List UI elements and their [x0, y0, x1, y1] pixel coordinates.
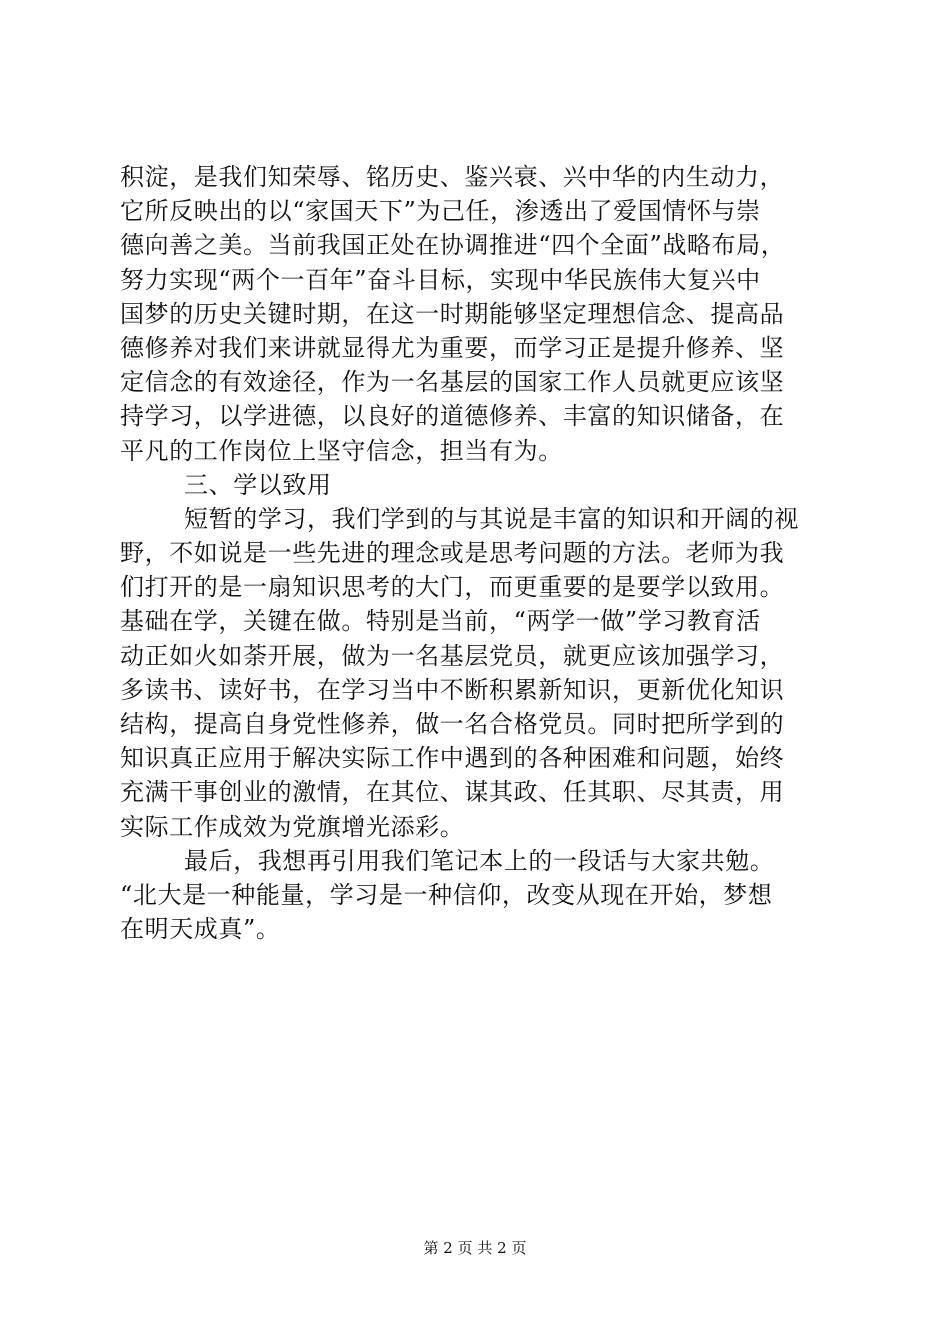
text-line: 持学习，以学进德，以良好的道德修养、丰富的知识储备，在 — [120, 402, 785, 431]
text-line: 平凡的工作岗位上坚守信念，担当有为。 — [120, 436, 563, 465]
text-line: 基础在学，关键在做。特别是当前，“两学一做”学习教育活 — [120, 607, 761, 636]
text-line: 努力实现“两个一百年”奋斗目标，实现中华民族伟大复兴中 — [120, 265, 761, 294]
text-line: “北大是一种能量，学习是一种信仰，改变从现在开始，梦想 — [120, 880, 773, 909]
text-line: 积淀，是我们知荣辱、铭历史、鉴兴衰、兴中华的内生动力， — [120, 163, 785, 191]
text-line: 野，不如说是一些先进的理念或是思考问题的方法。老师为我 — [120, 539, 785, 568]
document-body — [120, 160, 840, 946]
text-line: 国梦的历史关键时期，在这一时期能够坚定理想信念、提高品 — [120, 299, 785, 328]
text-line: 短暂的学习，我们学到的与其说是丰富的知识和开阔的视 — [184, 504, 799, 533]
page-number-label: 第 2 页 共 2 页 — [423, 1239, 527, 1257]
text-line: 充满干事创业的激情，在其位、谋其政、任其职、尽其责，用 — [120, 778, 785, 807]
text-line: 最后，我想再引用我们笔记本上的一段话与大家共勉。 — [184, 846, 775, 875]
text-line: 德修养对我们来讲就显得尤为重要，而学习正是提升修养、坚 — [120, 333, 785, 362]
text-line: 在明天成真”。 — [120, 915, 281, 944]
text-line: 知识真正应用于解决实际工作中遇到的各种困难和问题，始终 — [120, 744, 785, 773]
text-line: 定信念的有效途径，作为一名基层的国家工作人员就更应该坚 — [120, 368, 785, 397]
text-line: 结构，提高自身党性修养，做一名合格党员。同时把所学到的 — [120, 710, 785, 738]
text-line: 们打开的是一扇知识思考的大门，而更重要的是要学以致用。 — [120, 573, 785, 602]
page-footer — [0, 1238, 950, 1258]
text-line: 德向善之美。当前我国正处在协调推进“四个全面”战略布局， — [120, 231, 786, 260]
text-line: 它所反映出的以“家国天下”为己任，渗透出了爱国情怀与崇 — [120, 197, 761, 226]
text-line: 动正如火如荼开展，做为一名基层党员，就更应该加强学习， — [120, 641, 785, 670]
section-heading: 三、学以致用 — [184, 470, 332, 499]
text-line: 多读书、读好书，在学习当中不断积累新知识，更新优化知识 — [120, 675, 785, 704]
text-line: 实际工作成效为党旗增光添彩。 — [120, 812, 465, 841]
